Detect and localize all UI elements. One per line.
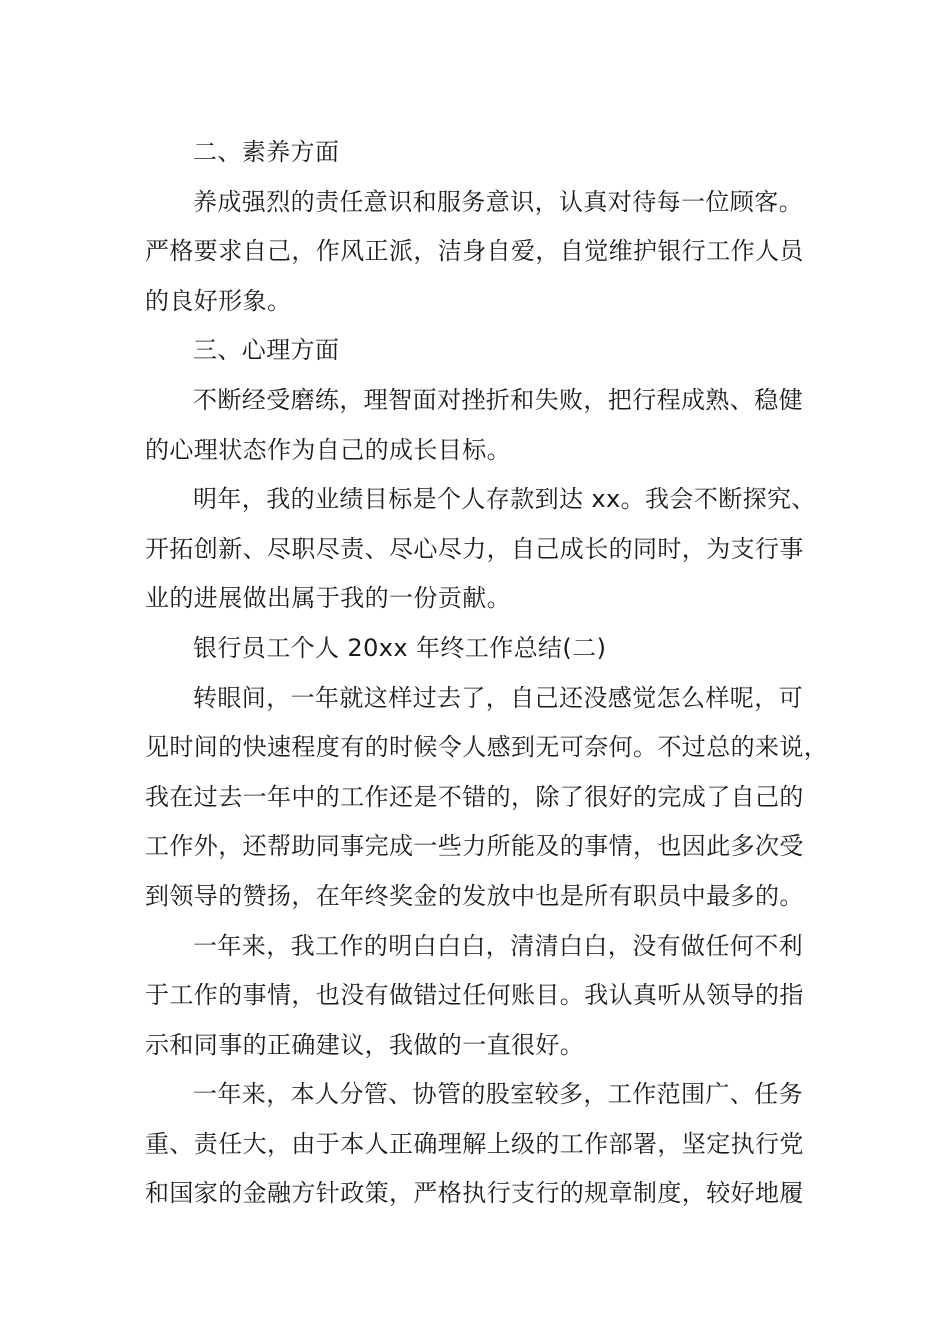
paragraph-line: 见时间的快速程度有的时候令人感到无可奈何。不过总的来说， <box>145 733 829 762</box>
document-subtitle: 银行员工个人 20xx 年终工作总结(二) <box>193 633 607 662</box>
paragraph-line: 到领导的赞扬，在年终奖金的发放中也是所有职员中最多的。 <box>145 881 804 910</box>
document-body <box>145 128 829 1219</box>
paragraph-line: 业的进展做出属于我的一份贡献。 <box>145 584 511 613</box>
section-heading: 三、心理方面 <box>193 336 340 365</box>
paragraph-line: 的良好形象。 <box>145 286 292 315</box>
paragraph-line: 我在过去一年中的工作还是不错的，除了很好的完成了自己的 <box>145 782 804 811</box>
paragraph-line: 不断经受磨练，理智面对挫折和失败，把行程成熟、稳健 <box>193 385 803 414</box>
paragraph-line: 一年来，本人分管、协管的股室较多，工作范围广、任务 <box>193 1080 803 1109</box>
section-heading: 二、素养方面 <box>193 138 340 166</box>
paragraph-line: 于工作的事情，也没有做错过任何账目。我认真听从领导的指 <box>145 981 804 1010</box>
paragraph-line: 的心理状态作为自己的成长目标。 <box>145 435 511 464</box>
paragraph-line: 和国家的金融方针政策，严格执行支行的规章制度，较好地履 <box>145 1179 804 1208</box>
paragraph-line: 明年，我的业绩目标是个人存款到达 xx。我会不断探究、 <box>193 485 816 514</box>
paragraph-line: 养成强烈的责任意识和服务意识，认真对待每一位顾客。 <box>193 187 803 216</box>
paragraph-line: 转眼间，一年就这样过去了，自己还没感觉怎么样呢，可 <box>193 683 803 712</box>
paragraph-line: 重、责任大，由于本人正确理解上级的工作部署，坚定执行党 <box>145 1129 804 1158</box>
paragraph-line: 一年来，我工作的明白白白，清清白白，没有做任何不利 <box>193 931 803 960</box>
paragraph-line: 示和同事的正确建议，我做的一直很好。 <box>145 1030 585 1059</box>
paragraph-line: 严格要求自己，作风正派，洁身自爱，自觉维护银行工作人员 <box>145 237 804 266</box>
paragraph-line: 工作外，还帮助同事完成一些力所能及的事情，也因此多次受 <box>145 832 804 861</box>
paragraph-line: 开拓创新、尽职尽责、尽心尽力，自己成长的同时，为支行事 <box>145 534 804 563</box>
